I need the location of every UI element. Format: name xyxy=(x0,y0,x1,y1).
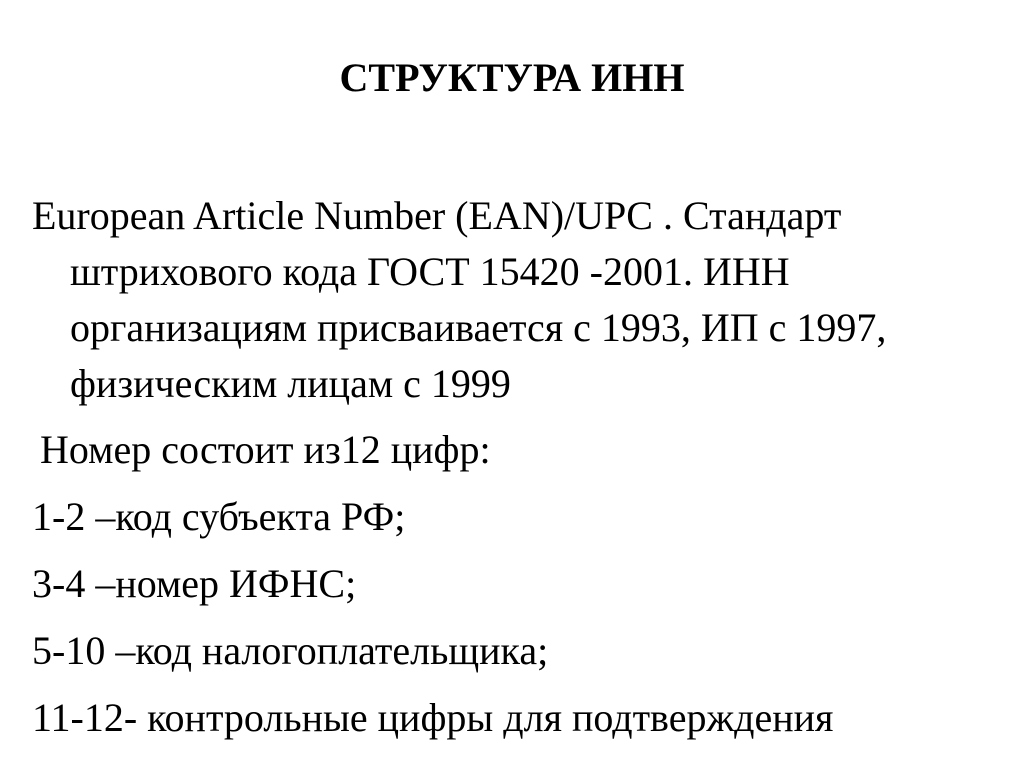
list-item-check-digits: 11-12- контрольные цифры для подтверждения xyxy=(32,695,834,740)
intro-paragraph: European Article Number (EAN)/UPC . Стандарт штрихового кода ГОСТ 15420 -2001. ИНН организациям присваивается с 1993, ИП с 1997, физическим лицам с 1999 xyxy=(32,193,887,406)
slide-body xyxy=(32,188,1007,757)
list-item-ifns-number: 3-4 –номер ИФНС; xyxy=(32,561,357,606)
lead-paragraph: Номер состоит из12 цифр: xyxy=(40,427,491,472)
slide-title: СТРУКТУРА ИНН xyxy=(339,55,685,100)
list-item-subject-code: 1-2 –код субъекта РФ; xyxy=(32,494,406,539)
list-item-taxpayer-code: 5-10 –код налогоплательщика; xyxy=(32,628,549,673)
